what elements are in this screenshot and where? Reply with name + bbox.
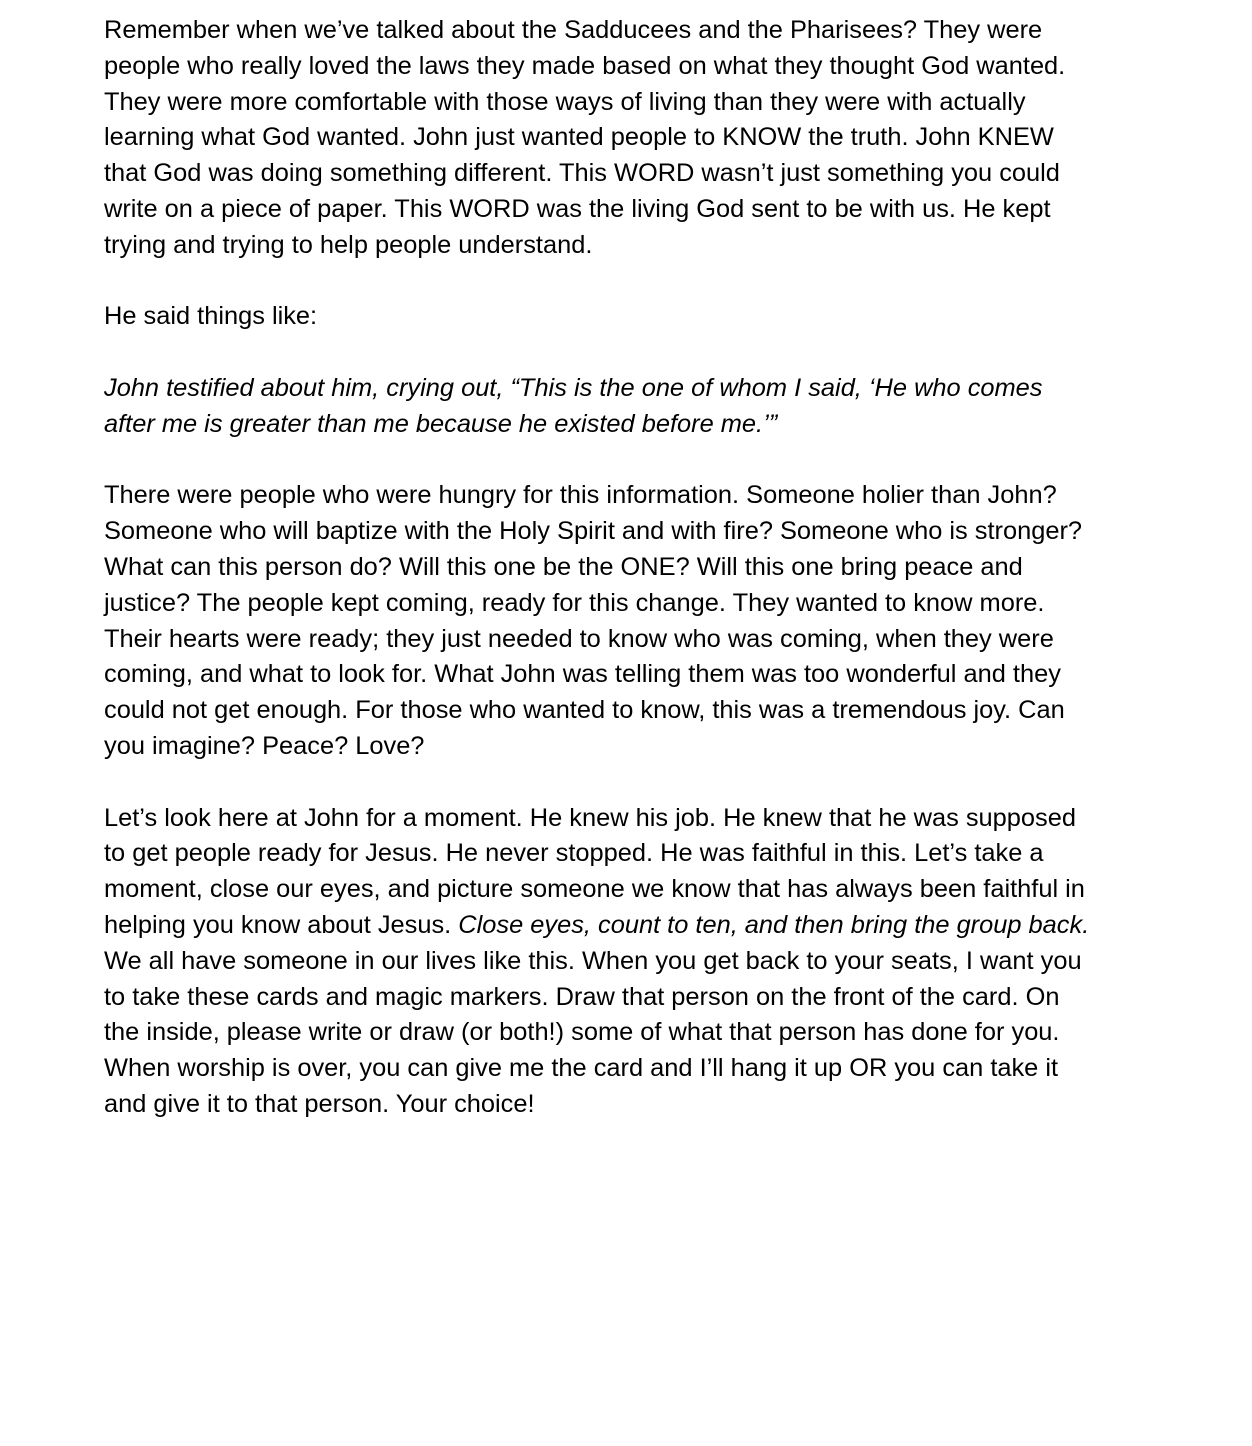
text-line: Let’s look here at John for a moment. He knew his job. He knew that he was supposed bbox=[104, 803, 1076, 832]
text-line: trying and trying to help people understand. bbox=[104, 230, 593, 259]
scripture-quote bbox=[104, 371, 1164, 443]
paragraph-intro bbox=[104, 13, 1164, 264]
text-line: could not get enough. For those who wanted to know, this was a tremendous joy. Can bbox=[104, 696, 1065, 725]
text-line: that God was doing something different. This WORD wasn’t just something you could bbox=[104, 159, 1060, 188]
text-line: John testified about him, crying out, “This is the one of whom I said, ‘He who comes bbox=[104, 373, 1043, 402]
text-line: justice? The people kept coming, ready for this change. They wanted to know more. bbox=[104, 588, 1045, 617]
text-line: He said things like: bbox=[104, 302, 318, 331]
paragraph-hungry bbox=[104, 478, 1164, 764]
stage-direction: Close eyes, count to ten, and then bring the group back. bbox=[458, 910, 1090, 939]
text-line bbox=[104, 908, 1164, 944]
text-line: When worship is over, you can give me the card and I’ll hang it up OR you can take it bbox=[104, 1054, 1059, 1083]
text-line: We all have someone in our lives like this. When you get back to your seats, I want you bbox=[104, 946, 1082, 975]
text-line: and give it to that person. Your choice! bbox=[104, 1089, 535, 1118]
text-line: to take these cards and magic markers. Draw that person on the front of the card. On bbox=[104, 982, 1060, 1011]
text-line: learning what God wanted. John just wanted people to KNOW the truth. John KNEW bbox=[104, 123, 1054, 152]
text-line: people who really loved the laws they made based on what they thought God wanted. bbox=[104, 51, 1066, 80]
paragraph-he-said bbox=[104, 299, 1164, 335]
text-line: you imagine? Peace? Love? bbox=[104, 731, 425, 760]
text-line: coming, and what to look for. What John was telling them was too wonderful and they bbox=[104, 660, 1061, 689]
text-line: What can this person do? Will this one be the ONE? Will this one bring peace and bbox=[104, 552, 1023, 581]
text-line: the inside, please write or draw (or both!) some of what that person has done for you. bbox=[104, 1018, 1060, 1047]
text-line: after me is greater than me because he existed before me.’” bbox=[104, 409, 778, 438]
text-line: They were more comfortable with those ways of living than they were with actually bbox=[104, 87, 1026, 116]
document-body bbox=[104, 13, 1164, 1159]
text-line: There were people who were hungry for this information. Someone holier than John? bbox=[104, 481, 1057, 510]
text-line: to get people ready for Jesus. He never stopped. He was faithful in this. Let’s take a bbox=[104, 839, 1044, 868]
paragraph-activity bbox=[104, 801, 1164, 1123]
text-run: helping you know about Jesus. bbox=[104, 910, 459, 939]
text-line: Someone who will baptize with the Holy Spirit and with fire? Someone who is stronger? bbox=[104, 517, 1083, 546]
text-line: Their hearts were ready; they just needed to know who was coming, when they were bbox=[104, 624, 1054, 653]
text-line: Remember when we’ve talked about the Sadducees and the Pharisees? They were bbox=[104, 16, 1043, 44]
text-line: write on a piece of paper. This WORD was the living God sent to be with us. He kept bbox=[104, 194, 1051, 223]
text-line: moment, close our eyes, and picture someone we know that has always been faithful in bbox=[104, 875, 1085, 904]
